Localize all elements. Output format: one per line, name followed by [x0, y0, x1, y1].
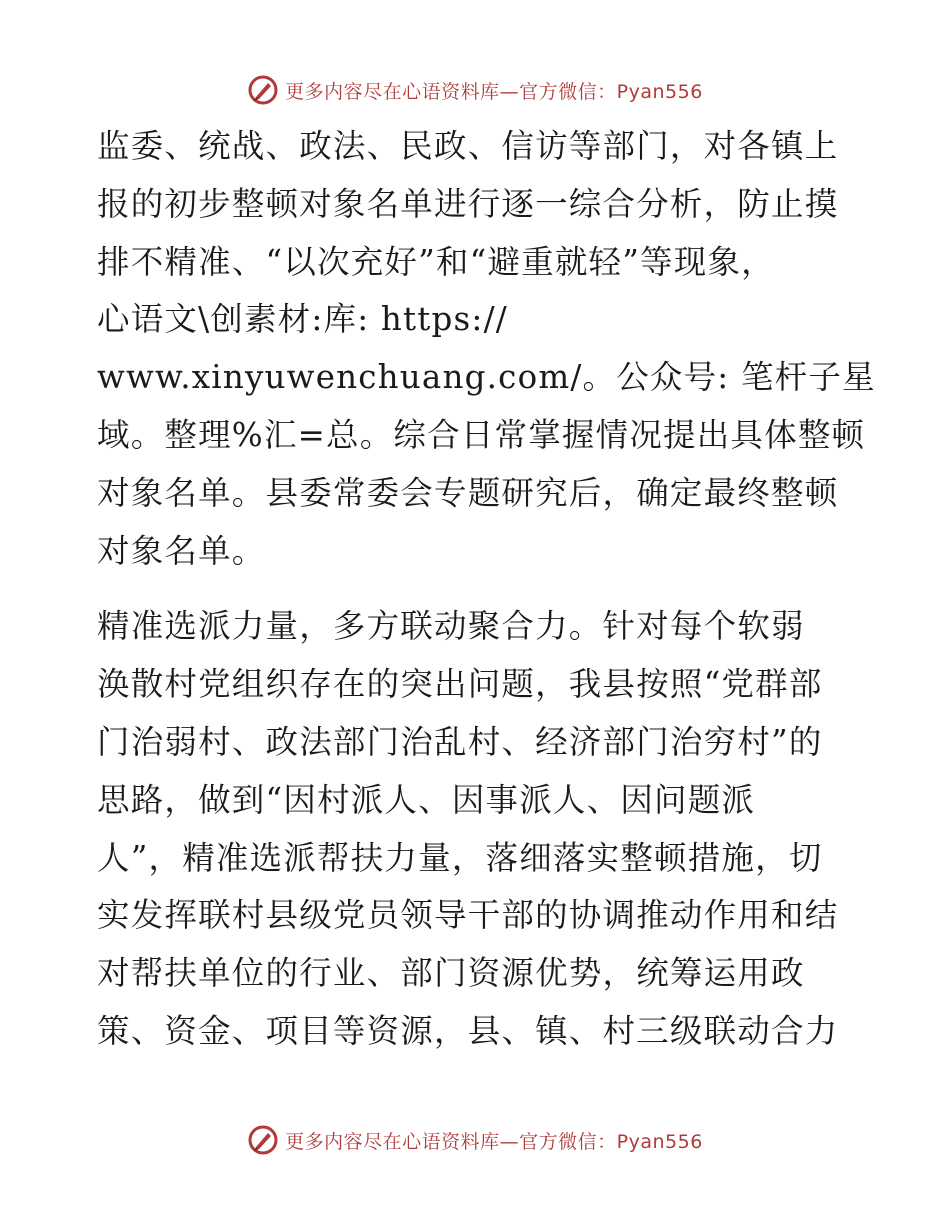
text-line: 门治弱村、政法部门治乱村、经济部门治穷村”的: [97, 722, 823, 761]
text-line: 监委、统战、政法、民政、信访等部门，对各镇上: [97, 127, 839, 165]
text-line: 对象名单。: [97, 531, 266, 570]
text-line: 域。整理%汇=总。综合日常掌握情况提出具体整顿: [97, 415, 866, 454]
paragraph-1: [97, 118, 876, 580]
text-line: 实发挥联村县级党员领导干部的协调推动作用和结: [97, 896, 839, 935]
footer-banner-text: 更多内容尽在心语资料库—官方微信：Pyan556: [285, 1130, 703, 1153]
text-line: 策、资金、项目等资源，县、镇、村三级联动合力: [97, 1011, 839, 1050]
paragraph-spacer: [97, 580, 857, 598]
pen-circle-logo-icon: [247, 1124, 279, 1156]
text-line: 人”，精准选派帮扶力量，落细落实整顿措施，切: [97, 838, 823, 877]
document-body: [97, 118, 876, 1061]
text-line: 精准选派力量，多方联动聚合力。针对每个软弱: [97, 607, 805, 646]
header-banner-text: 更多内容尽在心语资料库—官方微信：Pyan556: [285, 80, 703, 103]
text-line: 排不精准、“以次充好”和“避重就轻”等现象，: [97, 242, 775, 281]
text-line: 涣散村党组织存在的突出问题，我县按照“党群部: [97, 665, 823, 704]
header-banner: [0, 70, 950, 110]
footer-banner: [0, 1120, 950, 1160]
text-line: 心语文\创素材:库: https://: [97, 300, 508, 339]
text-line: 对帮扶单位的行业、部门资源优势，统筹运用政: [97, 954, 805, 993]
text-line: 对象名单。县委常委会专题研究后，确定最终整顿: [97, 473, 839, 512]
text-line: 思路，做到“因村派人、因事派人、因问题派: [97, 780, 756, 819]
text-line: www.xinyuwenchuang.com/。公众号: 笔杆子星: [97, 358, 876, 397]
pen-circle-logo-icon: [247, 74, 279, 106]
text-line: 报的初步整顿对象名单进行逐一综合分析，防止摸: [97, 184, 839, 223]
paragraph-2: [97, 598, 857, 1060]
